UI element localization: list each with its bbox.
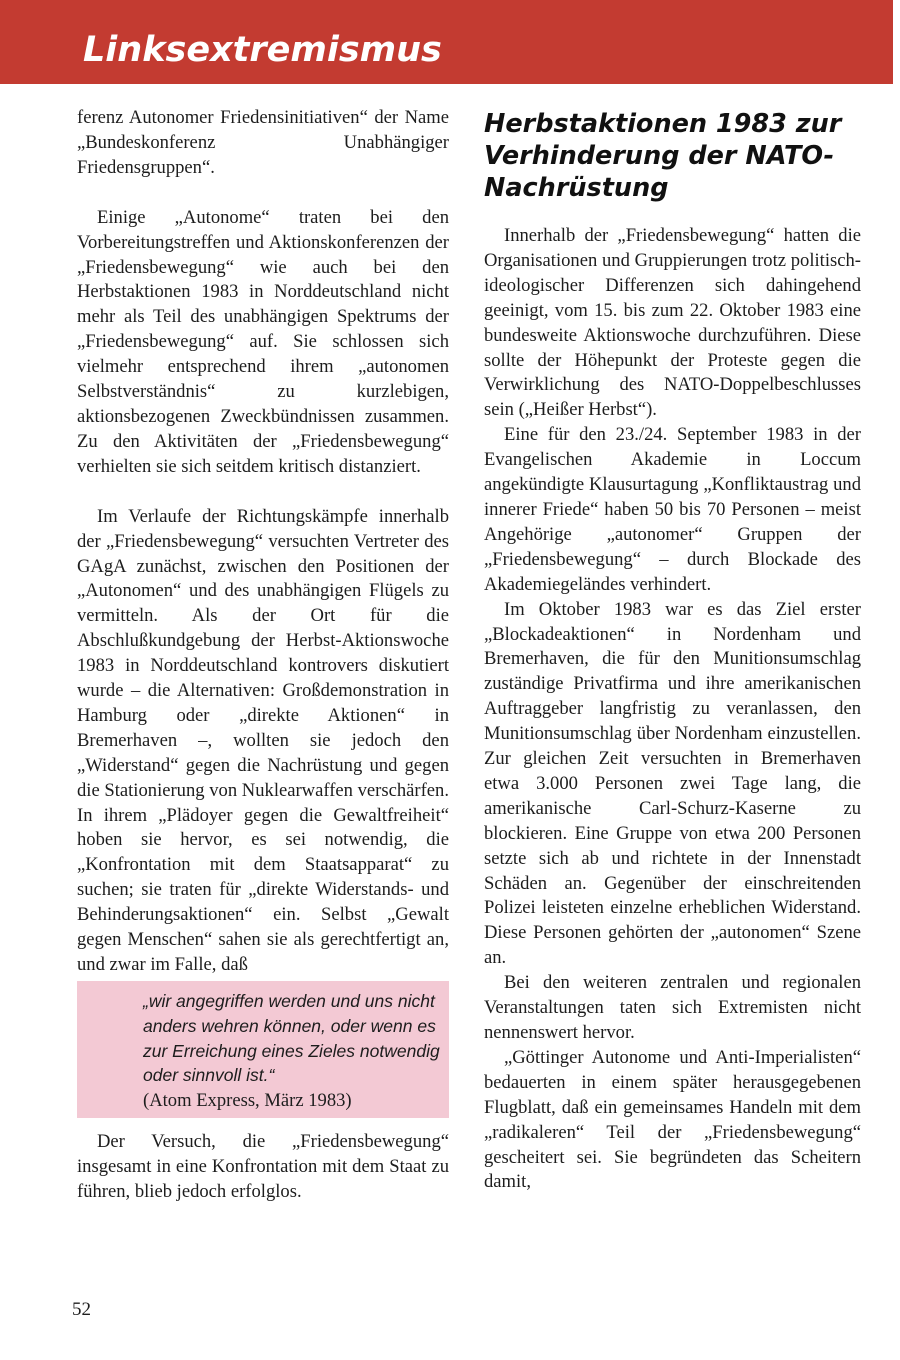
paragraph: Eine für den 23./24. September 1983 in der Evangelischen Akademie in Loccum angekündigte Klausurtagung „Konfliktaustrag und innerer Friede“ haben 50 bis 70 Personen – meist Angehörige „autonomer“ Gruppen der „Friedensbewegung“ – durch Blockade des Akademiegeländes verhindert.: [484, 424, 861, 595]
paragraph: Im Oktober 1983 war es das Ziel erster „Blockadeaktionen“ in Nordenham und Bremerhaven, die für den Munitionsumschlag zuständige Privatfirma und ihre amerikanischen Auftraggeber langfristig zu veranlassen, den Munitionsumschlag über Nordenham einzustellen. Zur gleichen Zeit versuchten in Bremerhaven etwa 3.000 Personen zwei Tage lang, die amerikanische Carl-Schurz-Kaserne zu blockieren. Eine Gruppe von etwa 200 Personen setzte sich ab und richtete in der Innenstadt Schäden an. Gegenüber der einschreitenden Polizei leisteten einzelne erheblichen Widerstand. Diese Personen gehörten der „autonomen“ Szene an.: [484, 598, 861, 969]
paragraph: „Göttinger Autonome und Anti-Imperialisten“ bedauerten in einem später herausgegebenen Flugblatt, daß ein gemeinsames Handeln mit dem „radikaleren“ Teil der „Friedensbewegung“ gescheitert sei. Sie begründeten das Scheitern damit,: [484, 1046, 861, 1193]
paragraph: Einige „Autonome“ traten bei den Vorbereitungstreffen und Aktionskonferenzen der „Friedensbewegung“ wie auch bei den Herbstaktionen 1983 in Norddeutschland nicht mehr als Teil des unabhängigen Spektrums der „Friedensbewegung“ auf. Sie schlossen sich vielmehr entsprechend ihrem „autonomen Selbstverständnis“ zu kurzlebigen, aktionsbezogenen Zweckbündnissen zusammen. Zu den Aktivitäten der „Friedensbewegung“ verhielten sie sich seitdem kritisch distanziert.: [77, 206, 449, 477]
right-column: [484, 108, 861, 1195]
quote-source: (Atom Express, März 1983): [143, 1090, 352, 1112]
article-heading: Herbstaktionen 1983 zur Verhinderung der NATO-Nachrüstung: [484, 109, 842, 203]
quote-text: „wir angegriffen werden und uns nicht anders wehren können, oder wenn es zur Erreichung eines Zieles notwendig oder sinnvoll ist.“: [143, 990, 440, 1086]
page-number: 52: [72, 1299, 91, 1320]
paragraph: Im Verlaufe der Richtungskämpfe innerhalb der „Friedensbewegung“ versuchten Vertreter des GAgA zunächst, zwischen den Positionen der „Autonomen“ und des unabhängigen Flügels zu vermitteln. Als der Ort für die Abschlußkundgebung der Herbst-Aktionswoche 1983 in Norddeutschland kontrovers diskutiert wurde – die Alternativen: Großdemonstration in Hamburg oder „direkte Aktionen“ in Bremerhaven –, wollten sie jedoch den „Widerstand“ gegen die Nachrüstung und gegen die Stationierung von Nuklearwaffen verschärfen. In ihrem „Plädoyer gegen die Gewaltfreiheit“ hoben sie hervor, es sei notwendig, die „Konfrontation mit dem Staatsapparat“ zu suchen; sie traten für „direkte Widerstands- und Behinderungsaktionen“ ein. Selbst „Gewalt gegen Menschen“ sahen sie als gerechtfertigt an, und zwar im Falle, daß: [77, 505, 449, 975]
section-title: Linksextremismus: [83, 30, 442, 70]
paragraph: Innerhalb der „Friedensbewegung“ hatten die Organisationen und Gruppierungen trotz politisch-ideologischer Differenzen sich dahingehend geeinigt, vom 15. bis zum 22. Oktober 1983 eine bundesweite Aktionswoche durchzuführen. Diese sollte der Höhepunkt der Proteste gegen die Verwirklichung des NATO-Doppelbeschlusses sein („Heißer Herbst“).: [484, 225, 861, 421]
paragraph: Bei den weiteren zentralen und regionalen Veranstaltungen taten sich Extremisten nicht nennenswert hervor.: [484, 972, 861, 1043]
paragraph: Der Versuch, die „Friedensbewegung“ insgesamt in eine Konfrontation mit dem Staat zu führen, blieb jedoch erfolglos.: [77, 1131, 449, 1202]
quote-box: [77, 981, 449, 1118]
paragraph: ferenz Autonomer Friedensinitiativen“ der Name „Bundeskonferenz Unabhängiger Friedensgruppen“.: [77, 107, 449, 178]
left-column: [77, 106, 449, 1205]
header-band: [0, 0, 893, 84]
